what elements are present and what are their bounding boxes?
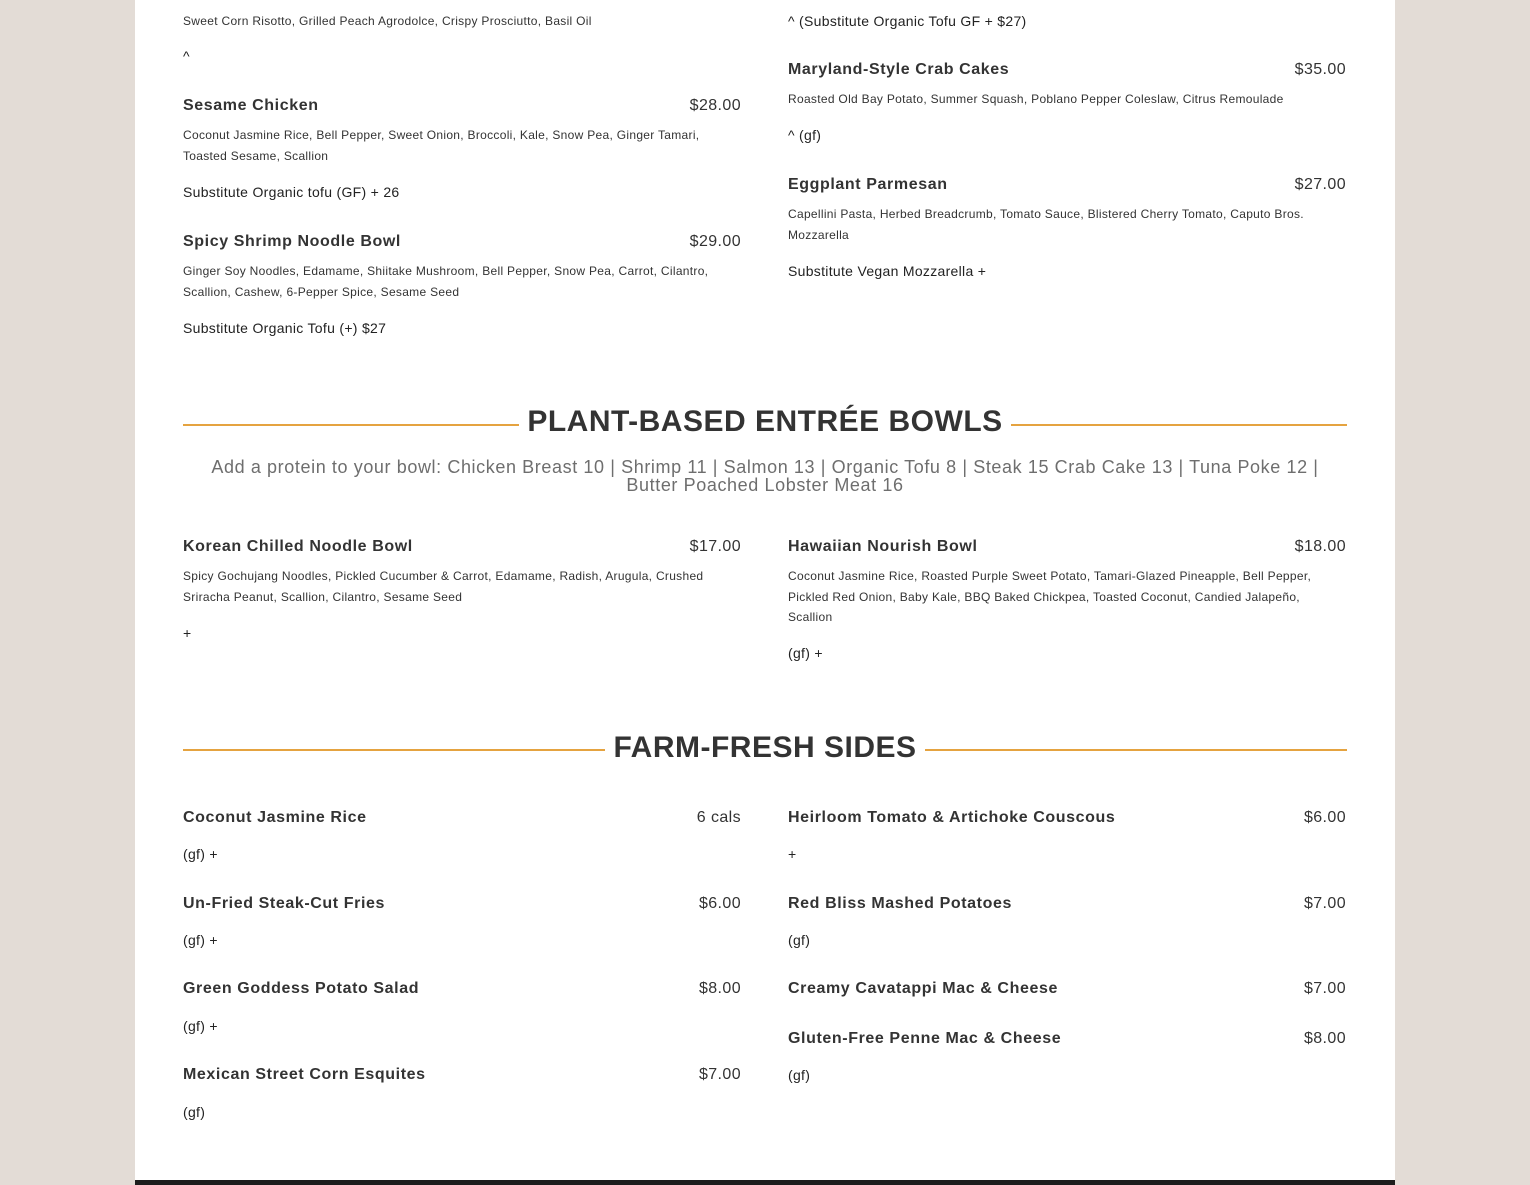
menu-item-price: $7.00 [1303,895,1346,912]
menu-item-note: Substitute Vegan Mozzarella + [788,263,987,279]
menu-item-price: $7.00 [1303,980,1346,997]
menu-item-price: $8.00 [698,980,741,997]
menu-item-price: $18.00 [1294,538,1346,555]
menu-item-price: $6.00 [698,895,741,912]
menu-item-note: (gf) [183,1104,206,1120]
menu-item-note: Substitute Organic tofu (GF) + 26 [183,184,400,200]
section-heading [183,405,1347,439]
menu-item-price: $28.00 [689,97,741,114]
menu-item-note: (gf) + [183,932,218,948]
menu-item-note: (gf) [788,1067,811,1083]
menu-item-note: (gf) + [788,645,823,661]
section-title: FARM-FRESH SIDES [605,731,924,764]
menu-item-price: $29.00 [689,233,741,250]
menu-item-name: Maryland-Style Crab Cakes [788,61,1010,78]
menu-item-note: (gf) + [183,846,218,862]
menu-item-price: 6 cals [696,809,741,826]
menu-item-description: Coconut Jasmine Rice, Bell Pepper, Sweet Onion, Broccoli, Kale, Snow Pea, Ginger Tamari, Toasted Sesame, Scallion [183,128,700,163]
menu-item-note: + [788,846,797,862]
menu-item-price: $6.00 [1303,809,1346,826]
menu-item-note: ^ (Substitute Organic Tofu GF + $27) [788,13,1027,29]
menu-item-description: Sweet Corn Risotto, Grilled Peach Agrodolce, Crispy Prosciutto, Basil Oil [183,14,592,28]
menu-item-name: Creamy Cavatappi Mac & Cheese [788,980,1058,997]
section-title: PLANT-BASED ENTRÉE BOWLS [519,405,1010,438]
menu-item-note: ^ (gf) [788,127,822,143]
menu-item-name: Korean Chilled Noodle Bowl [183,538,413,555]
menu-item-price: $7.00 [698,1066,741,1083]
menu-item-name: Green Goddess Potato Salad [183,980,420,997]
section-subtitle: Add a protein to your bowl: Chicken Breast 10 | Shrimp 11 | Salmon 13 | Organic Tofu 8 | Steak 15 Crab Cake 13 | Tuna Poke 12 | Butter Poached Lobster Meat 16 [211,457,1319,495]
menu-item-name: Coconut Jasmine Rice [183,809,367,826]
menu-item-name: Sesame Chicken [183,97,319,114]
menu-item-description: Capellini Pasta, Herbed Breadcrumb, Tomato Sauce, Blistered Cherry Tomato, Caputo Bros. Mozzarella [788,207,1304,242]
menu-item-note: + [183,625,192,641]
menu-item-name: Gluten-Free Penne Mac & Cheese [788,1030,1062,1047]
footer-bar [135,1180,1395,1185]
menu-item-name: Eggplant Parmesan [788,176,948,193]
menu-item-note: (gf) + [183,1018,218,1034]
section-heading [183,731,1347,765]
menu-item-price: $8.00 [1303,1030,1346,1047]
menu-item-name: Mexican Street Corn Esquites [183,1066,426,1083]
menu-item-description: Coconut Jasmine Rice, Roasted Purple Sweet Potato, Tamari-Glazed Pineapple, Bell Pepper, Pickled Red Onion, Baby Kale, BBQ Baked Chickpea, Toasted Coconut, Candied Jalapeño, Scallion [788,569,1312,624]
menu-item-name: Red Bliss Mashed Potatoes [788,895,1012,912]
menu-item-name: Un-Fried Steak-Cut Fries [183,895,385,912]
menu-item-note: (gf) [788,932,811,948]
menu-item-price: $35.00 [1294,61,1346,78]
menu-panel [135,0,1395,1185]
menu-item-price: $27.00 [1294,176,1346,193]
menu-item-description: Spicy Gochujang Noodles, Pickled Cucumber & Carrot, Edamame, Radish, Arugula, Crushed Sriracha Peanut, Scallion, Cilantro, Sesame Seed [183,569,704,604]
menu-item-description: Roasted Old Bay Potato, Summer Squash, Poblano Pepper Coleslaw, Citrus Remoulade [788,92,1284,106]
menu-item-price: $17.00 [689,538,741,555]
menu-item-description: Ginger Soy Noodles, Edamame, Shiitake Mushroom, Bell Pepper, Snow Pea, Carrot, Cilantro, Scallion, Cashew, 6-Pepper Spice, Sesame Seed [183,264,709,299]
menu-item-name: Spicy Shrimp Noodle Bowl [183,233,401,250]
menu-item-name: Heirloom Tomato & Artichoke Couscous [788,809,1116,826]
menu-item-note: Substitute Organic Tofu (+) $27 [183,320,387,336]
menu-item-note: ^ [183,48,190,64]
menu-item-name: Hawaiian Nourish Bowl [788,538,978,555]
